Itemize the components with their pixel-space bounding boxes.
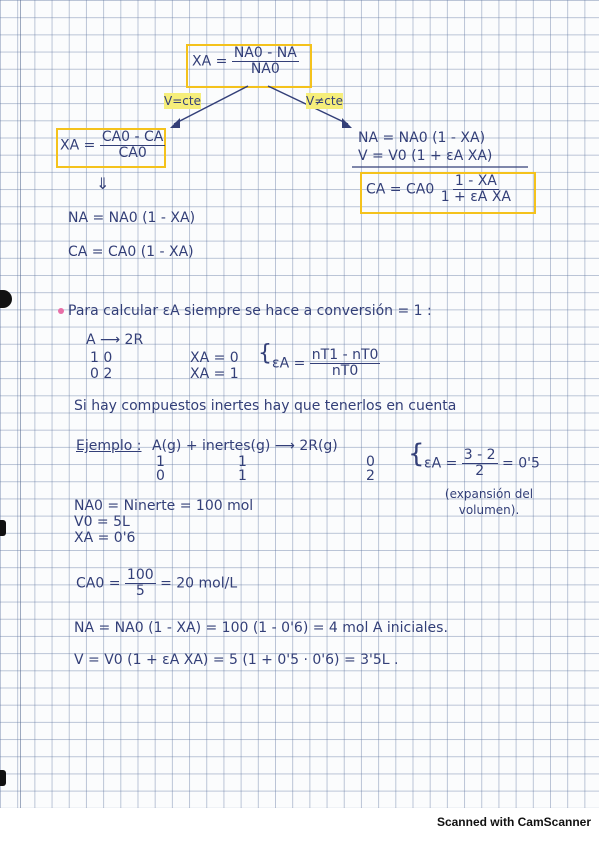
xa-one: XA = 1 <box>190 366 239 382</box>
left-xa-formula: XA = $\frac{CA0 - CA}{CA0}$ <box>60 129 164 161</box>
top-formula: XA = $\frac{NA0 - NA}{NA0}$ <box>192 45 297 77</box>
example-col-r-2: 2 <box>366 468 375 484</box>
data-line-2: V0 = 5L <box>74 514 130 530</box>
brace-icon: { <box>258 341 272 366</box>
margin-line <box>20 0 21 808</box>
reaction-row-2: 0 2 <box>90 366 113 382</box>
example-reaction: A(g) + inertes(g) ⟶ 2R(g) <box>152 438 338 454</box>
expansion-note: (expansión del volumen). <box>444 487 534 517</box>
reaction-header: A ⟶ 2R <box>86 332 144 348</box>
down-arrow-icon: ⇓ <box>96 174 110 193</box>
left-na-line: NA = NA0 (1 - XA) <box>68 210 196 226</box>
inertes-note: Si hay compuestos inertes hay que tenerlos en cuenta <box>74 398 457 414</box>
xa-zero: XA = 0 <box>190 350 239 366</box>
data-line-1: NA0 = Ninerte = 100 mol <box>74 498 254 514</box>
left-ca-line: CA = CA0 (1 - XA) <box>68 244 194 260</box>
example-col-a-1: 1 <box>156 454 165 470</box>
epsilon-note: Para calcular εA siempre se hace a conversión = 1 : <box>58 303 432 319</box>
branch-right-label: V≠cte <box>306 94 343 108</box>
scanner-watermark: Scanned with CamScanner <box>436 815 591 829</box>
v-calculation: V = V0 (1 + εA XA) = 5 (1 + 0'5 · 0'6) = 3'5L . <box>74 652 399 668</box>
example-epsilon: εA = $\frac{3 - 2}{2}$ = 0'5 <box>424 447 540 479</box>
underline <box>352 164 532 170</box>
na-calculation: NA = NA0 (1 - XA) = 100 (1 - 0'6) = 4 mol A iniciales. <box>74 620 448 636</box>
binder-hole <box>0 520 6 536</box>
binder-hole <box>0 290 12 308</box>
data-line-3: XA = 0'6 <box>74 530 136 546</box>
epsilon-definition: εA = $\frac{nT1 - nT0}{nT0}$ <box>272 347 379 379</box>
brace-icon: { <box>408 439 425 469</box>
example-col-a-2: 0 <box>156 468 165 484</box>
bullet-icon <box>58 308 64 314</box>
reaction-row-1: 1 0 <box>90 350 113 366</box>
example-col-r-1: 0 <box>366 454 375 470</box>
right-v-line: V = V0 (1 + εA XA) <box>358 148 493 164</box>
ca0-calculation: CA0 = $\frac{100}{5}$ = 20 mol/L <box>76 567 238 599</box>
right-ca-formula: CA = CA0 $\frac{1 - XA}{\text{1 + εA XA}}$ <box>366 173 512 205</box>
binder-hole <box>0 770 6 786</box>
example-col-inertes-1: 1 <box>238 454 247 470</box>
branch-left-label: V=cte <box>164 94 201 108</box>
example-col-inertes-2: 1 <box>238 468 247 484</box>
example-label: Ejemplo : <box>76 438 142 454</box>
right-na-line: NA = NA0 (1 - XA) <box>358 130 486 146</box>
